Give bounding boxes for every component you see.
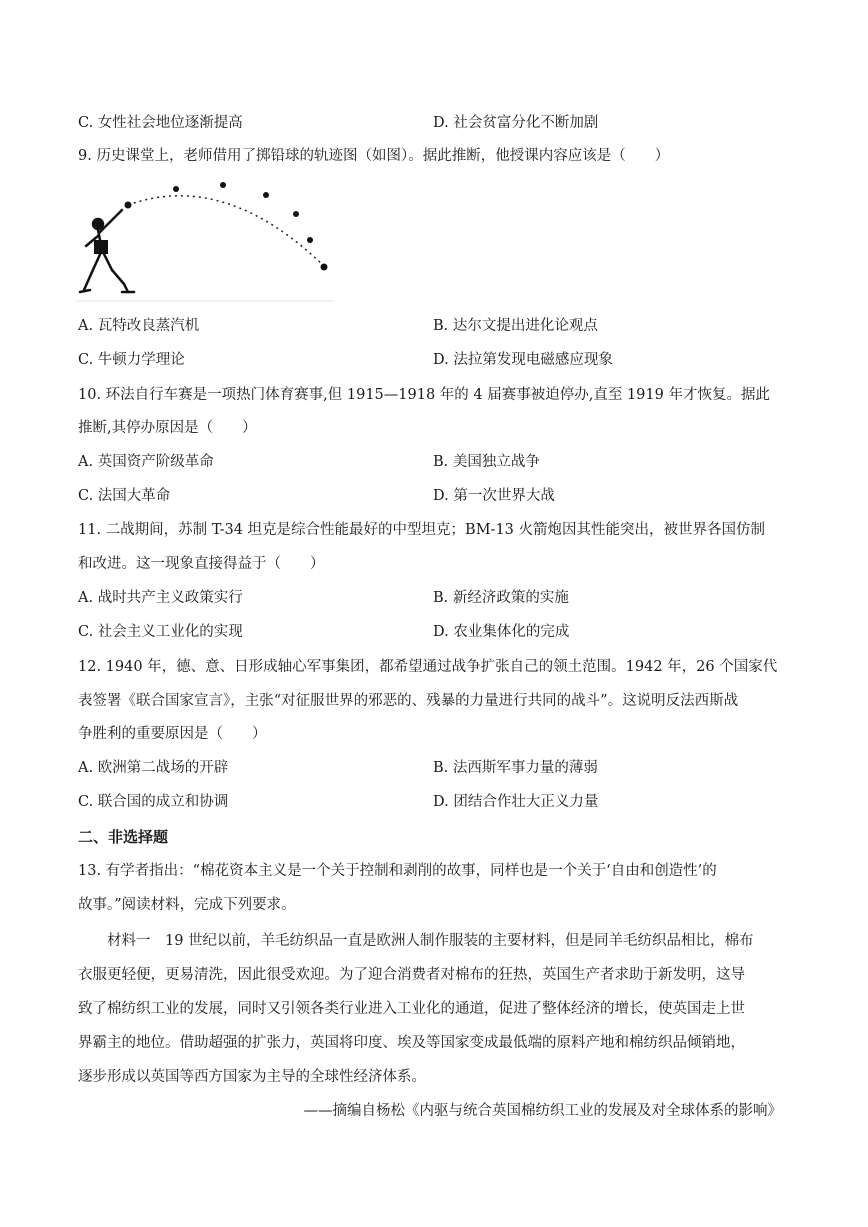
q10-stem-line2: 推断,其停办原因是（ ） bbox=[78, 420, 257, 436]
q10-option-b: B. 美国独立战争 bbox=[433, 454, 540, 470]
q9-option-b: B. 达尔文提出进化论观点 bbox=[433, 318, 598, 334]
q12-option-c: C. 联合国的成立和协调 bbox=[78, 794, 229, 810]
q9-option-a: A. 瓦特改良蒸汽机 bbox=[78, 318, 200, 334]
q12-stem-line2: 表签署《联合国家宣言》，主张“对征服世界的邪恶的、残暴的力量进行共同的战斗”。这说明反法西斯战 bbox=[78, 693, 739, 709]
q9-option-c: C. 牛顿力学理论 bbox=[78, 352, 185, 368]
q11-stem-line2: 和改进。这一现象直接得益于（ ） bbox=[78, 556, 325, 572]
q10-option-d: D. 第一次世界大战 bbox=[433, 488, 555, 504]
trajectory-path bbox=[128, 196, 326, 268]
trajectory-dots bbox=[125, 182, 328, 271]
q12-stem-line1: 12. 1940 年，德、意、日形成轴心军事集团，都希望通过战争扩张自己的领土范围。1942 年，26 个国家代 bbox=[78, 659, 778, 675]
material-line: 逐步形成以英国等西方国家为主导的全球性经济体系。 bbox=[78, 1069, 426, 1085]
thrower-shorts bbox=[94, 240, 108, 254]
material-line: 致了棉纺织工业的发展，同时又引领各类行业进入工业化的通道，促进了整体经济的增长，使英国走上世 bbox=[78, 1001, 745, 1017]
q11-option-c: C. 社会主义工业化的实现 bbox=[78, 624, 243, 640]
q10-option-c: C. 法国大革命 bbox=[78, 488, 171, 504]
q10-option-a: A. 英国资产阶级革命 bbox=[78, 454, 214, 470]
q10-stem-line1: 10. 环法自行车赛是一项热门体育赛事,但 1915—1918 年的 4 届赛事被迫停办,直至 1919 年才恢复。据此 bbox=[78, 387, 770, 403]
q13-stem-line2: 故事。”阅读材料，完成下列要求。 bbox=[78, 897, 296, 913]
q12-option-a: A. 欧洲第二战场的开辟 bbox=[78, 760, 229, 776]
q11-stem-line1: 11. 二战期间，苏制 T-34 坦克是综合性能最好的中型坦克；BM-13 火箭炮因其性能突出，被世界各国仿制 bbox=[78, 522, 765, 538]
material-line: 衣服更轻便，更易清洗，因此很受欢迎。为了迎合消费者对棉布的狂热，英国生产者求助于新发明，这导 bbox=[78, 967, 745, 983]
q9-option-d: D. 法拉第发现电磁感应现象 bbox=[433, 352, 613, 368]
section-heading: 二、非选择题 bbox=[78, 828, 169, 846]
q8-option-d: D. 社会贫富分化不断加剧 bbox=[433, 115, 599, 131]
q8-option-c: C. 女性社会地位逐渐提高 bbox=[78, 115, 243, 131]
material-line: 界霸主的地位。借助超强的扩张力，英国将印度、埃及等国家变成最低端的原料产地和棉纺织品倾销地， bbox=[78, 1035, 745, 1051]
material-line: 材料一 19 世纪以前，羊毛纺织品一直是欧洲人制作服装的主要材料，但是同羊毛纺织品相比，棉布 bbox=[107, 933, 754, 949]
q13-stem-line1: 13. 有学者指出：“棉花资本主义是一个关于控制和剥削的故事，同样也是一个关于‘自由和创造性’的 bbox=[78, 863, 717, 879]
q12-option-b: B. 法西斯军事力量的薄弱 bbox=[433, 760, 598, 776]
q12-option-d: D. 团结合作壮大正义力量 bbox=[433, 794, 599, 810]
q11-option-d: D. 农业集体化的完成 bbox=[433, 624, 570, 640]
q12-stem-line3: 争胜利的重要原因是（ ） bbox=[78, 726, 267, 742]
q9-stem: 9. 历史课堂上，老师借用了掷铅球的轨迹图（如图）。据此推断，他授课内容应该是（ ） bbox=[78, 148, 670, 164]
shot-put-trajectory-figure bbox=[76, 180, 336, 302]
material-source: ——摘编自杨松《内驱与统合英国棉纺织工业的发展及对全球体系的影响》 bbox=[303, 1103, 782, 1119]
q11-option-a: A. 战时共产主义政策实行 bbox=[78, 590, 243, 606]
q11-option-b: B. 新经济政策的实施 bbox=[433, 590, 569, 606]
